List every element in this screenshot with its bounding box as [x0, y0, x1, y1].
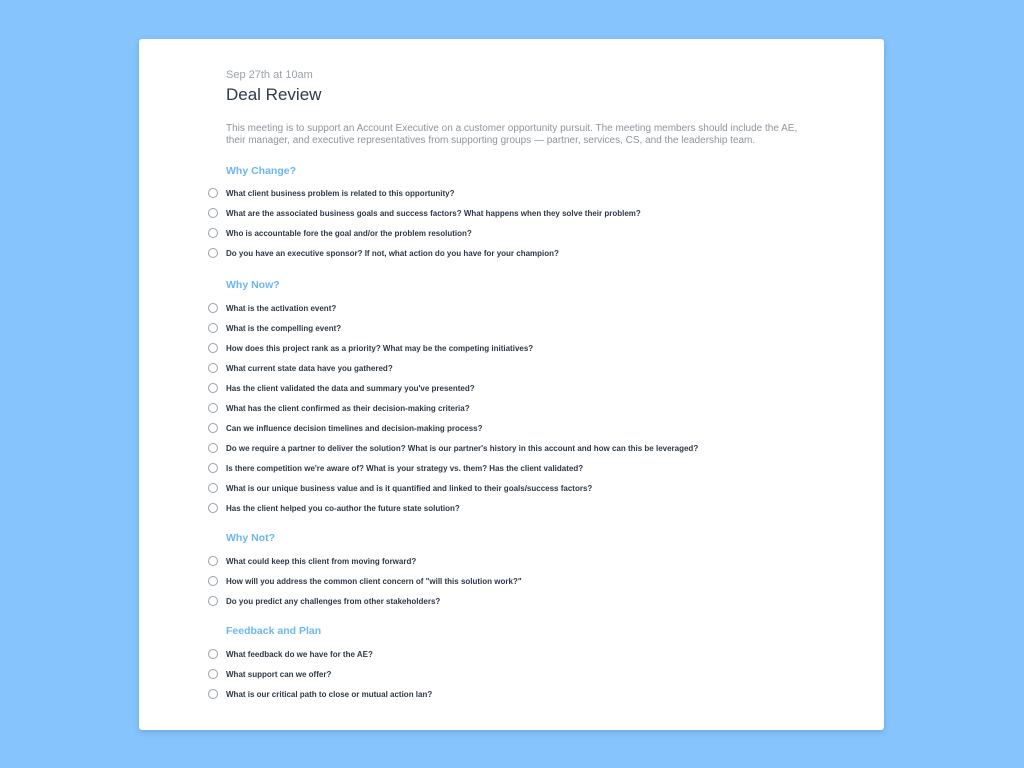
checklist-item: [226, 184, 806, 204]
radio-checkbox[interactable]: [208, 483, 218, 493]
checklist-item: [226, 459, 806, 479]
checklist-item-text: What support can we offer?: [226, 670, 332, 679]
checklist-item: [226, 319, 806, 339]
checklist-item: [226, 665, 806, 685]
checklist-item-text: How does this project rank as a priority? What may be the competing initiatives?: [226, 344, 534, 353]
checklist-item-text: What is our critical path to close or mutual action lan?: [226, 690, 433, 699]
radio-checkbox[interactable]: [208, 443, 218, 453]
checklist-item: [226, 685, 806, 705]
checklist: [226, 645, 806, 705]
radio-checkbox[interactable]: [208, 303, 218, 313]
radio-checkbox[interactable]: [208, 689, 218, 699]
checklist-item-text: What could keep this client from moving forward?: [226, 557, 417, 566]
radio-checkbox[interactable]: [208, 423, 218, 433]
checklist-item-text: Has the client validated the data and summary you've presented?: [226, 384, 475, 393]
radio-checkbox[interactable]: [208, 463, 218, 473]
section-title: Feedback and Plan: [226, 625, 322, 637]
radio-checkbox[interactable]: [208, 188, 218, 198]
page-title: Deal Review: [226, 85, 322, 104]
radio-checkbox[interactable]: [208, 248, 218, 258]
checklist-item: [226, 419, 806, 439]
radio-checkbox[interactable]: [208, 556, 218, 566]
meeting-card: [139, 39, 884, 730]
checklist-item-text: What is our unique business value and is it quantified and linked to their goals/success factors?: [226, 484, 593, 493]
radio-checkbox[interactable]: [208, 383, 218, 393]
checklist-item-text: Do you predict any challenges from other stakeholders?: [226, 597, 441, 606]
checklist-item-text: What current state data have you gathered?: [226, 364, 393, 373]
checklist-item: [226, 645, 806, 665]
section-why-now: [226, 278, 806, 519]
checklist-item: [226, 359, 806, 379]
meeting-date: Sep 27th at 10am: [226, 69, 313, 81]
radio-checkbox[interactable]: [208, 596, 218, 606]
checklist-item: [226, 224, 806, 244]
radio-checkbox[interactable]: [208, 669, 218, 679]
checklist-item-text: Do you have an executive sponsor? If not, what action do you have for your champion?: [226, 249, 559, 258]
checklist-item: [226, 399, 806, 419]
checklist: [226, 299, 806, 519]
checklist-item-text: What feedback do we have for the AE?: [226, 650, 373, 659]
checklist-item: [226, 379, 806, 399]
checklist-item-text: What has the client confirmed as their decision-making criteria?: [226, 404, 470, 413]
radio-checkbox[interactable]: [208, 403, 218, 413]
meeting-content: [226, 68, 806, 705]
checklist-item-text: How will you address the common client concern of "will this solution work?": [226, 577, 522, 586]
checklist-item: [226, 244, 806, 264]
checklist-item: [226, 572, 806, 592]
checklist-item: [226, 479, 806, 499]
checklist-item: [226, 204, 806, 224]
checklist-item-text: What are the associated business goals and success factors? What happens when they solve their problem?: [226, 209, 641, 218]
section-why-change: [226, 164, 806, 264]
checklist-item-text: Do we require a partner to deliver the solution? What is our partner's history in this account and how can this be leveraged?: [226, 444, 699, 453]
checklist-item: [226, 592, 806, 612]
checklist-item: [226, 299, 806, 319]
radio-checkbox[interactable]: [208, 208, 218, 218]
checklist-item-text: What client business problem is related to this opportunity?: [226, 189, 455, 198]
checklist-item: [226, 439, 806, 459]
radio-checkbox[interactable]: [208, 649, 218, 659]
section-why-not: [226, 531, 806, 612]
radio-checkbox[interactable]: [208, 363, 218, 373]
checklist: [226, 552, 806, 612]
checklist-item-text: Can we influence decision timelines and decision-making process?: [226, 424, 483, 433]
meeting-description: This meeting is to support an Account Executive on a customer opportunity pursuit. The meeting members should include the AE, their manager, and executive representatives from supporting groups — partner, services, CS, and the leadership team.: [226, 123, 798, 146]
radio-checkbox[interactable]: [208, 228, 218, 238]
radio-checkbox[interactable]: [208, 503, 218, 513]
section-title: Why Change?: [226, 165, 296, 177]
checklist-item-text: What is the activation event?: [226, 304, 337, 313]
checklist-item: [226, 339, 806, 359]
checklist-item-text: Has the client helped you co-author the future state solution?: [226, 504, 460, 513]
checklist-item-text: Who is accountable fore the goal and/or the problem resolution?: [226, 229, 472, 238]
checklist-item-text: Is there competition we're aware of? What is your strategy vs. them? Has the client validated?: [226, 464, 584, 473]
radio-checkbox[interactable]: [208, 576, 218, 586]
section-title: Why Not?: [226, 532, 275, 544]
radio-checkbox[interactable]: [208, 323, 218, 333]
section-feedback-and-plan: [226, 624, 806, 705]
checklist: [226, 184, 806, 264]
checklist-item: [226, 499, 806, 519]
checklist-item-text: What is the compelling event?: [226, 324, 342, 333]
checklist-item: [226, 552, 806, 572]
section-title: Why Now?: [226, 279, 280, 291]
radio-checkbox[interactable]: [208, 343, 218, 353]
